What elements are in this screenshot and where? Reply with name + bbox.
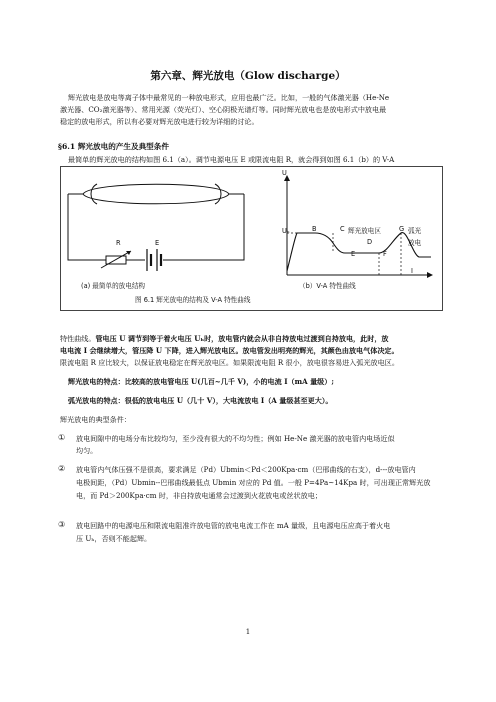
item-1-line-1: 放电间隙中的电场分布比较均匀，至少没有很大的不均匀性；例如 He-Ne 激光器的放电管内电场近似 [76, 434, 395, 443]
item-2-line-3: 电，而 Pd＞200Kpa·cm 时，非自持放电通常会过渡到火花放电或丝状放电； [76, 491, 322, 500]
axis-u-label: U [282, 169, 287, 177]
item-3-line-2: 压 Uₕ，否则不能起辉。 [76, 534, 152, 543]
label-r: R [116, 239, 121, 247]
para2-line-1 [60, 333, 389, 345]
label-glow-region: 辉光放电区 [348, 227, 381, 235]
label-arc-1: 弧光 [408, 227, 422, 235]
feature-glow: 辉光放电的特点：比较高的放电管电压 U(几百~几千 V)，小的电流 I（mA 量级）; [68, 377, 334, 386]
intro-line-1: 辉光放电是放电等离子体中最常见的一种放电形式，应用也最广泛。比如，一般的气体激光器（He-Ne [68, 93, 390, 102]
feature-arc: 弧光放电的特点：很低的放电电压 U（几十 V），大电流放电 I（A 量级甚至更大）。 [68, 396, 333, 405]
tube-envelope [83, 184, 229, 204]
caption-b: （b）V-A 特性曲线 [299, 282, 356, 290]
battery-symbol [147, 249, 161, 271]
label-uh: Uₕ [282, 227, 290, 235]
para2-line-1-bold: 管电压 U 调节到等于着火电压 Uₕ时，放电管内就会从非自持放电过渡到自持放电，此时，放 [95, 334, 389, 343]
item-1-number: ① [58, 433, 66, 442]
intro-line-3: 稳定的放电形式，所以有必要对辉光放电进行较为详细的讨论。 [60, 117, 259, 126]
electrode-left [91, 184, 97, 204]
electrode-right [215, 184, 221, 204]
variable-resistor [101, 251, 131, 268]
label-c: C [340, 225, 345, 233]
figure-6-1 [60, 166, 443, 311]
figure-caption: 图 6.1 辉光放电的结构及 V-A 特性曲线 [135, 296, 251, 304]
label-d: D [367, 238, 373, 246]
axis-i-label: I [411, 267, 413, 275]
section-paragraph: 最简单的辉光放电的结构如图 6.1（a）。调节电源电压 E 或限流电阻 R，就会得到如图 6.1（b）的 V-A [68, 155, 395, 164]
discharge-tube [68, 184, 244, 204]
item-1-line-2: 均匀。 [76, 446, 98, 455]
label-f: F [383, 250, 387, 258]
para2-line-2-bold: 电电流 I 会继续增大，管压降 U 下降，进入辉光放电区。放电管发出明亮的辉光，其颜色由放电气体决定。 [60, 346, 399, 355]
label-e-point: E [351, 250, 356, 258]
para2-line-2 [60, 345, 399, 357]
label-arc-2: 放电 [408, 239, 422, 247]
label-g: G [399, 225, 405, 233]
item-3-line-1: 放电回路中的电源电压和限流电阻准许放电管的放电电流工作在 mA 量级，且电源电压应高于着火电 [76, 521, 391, 530]
item-2-number: ② [58, 464, 66, 473]
page-number: 1 [245, 628, 251, 636]
wire-left [68, 194, 145, 260]
label-b: B [312, 225, 317, 233]
para2-line-1-plain: 特性曲线。 [60, 334, 96, 343]
item-2-line-2: 电极间距，（Pd）Ubmin--巴邢曲线最低点 Ubmin 对应的 Pd 值。一般 P=4Pa~14Kpa 时，可出现正常辉光放 [76, 478, 431, 487]
para2-line-3: 限流电阻 R 应比较大，以保证放电稳定在辉光放电区。如果限流电阻 R 很小，放电很容易进入弧光放电区。 [60, 358, 399, 367]
item-2-line-1: 放电管内气体压强不是很高，要求满足（Pd）Ubmin＜Pd＜200Kpa·cm（巴邢曲线的右支），d---放电管内 [76, 465, 416, 474]
intro-line-2: 激光器、CO₂激光器等）、常用光源（荧光灯）、空心阴极光谱灯等。同时辉光放电也是放电形式中放电最 [60, 105, 387, 114]
chapter-title: 第六章、辉光放电（Glow discharge） [150, 70, 346, 82]
caption-a: (a) 最简单的放电结构 [81, 282, 146, 290]
section-heading: §6.1 辉光放电的产生及典型条件 [58, 142, 169, 151]
label-e: E [155, 239, 160, 247]
item-3-number: ③ [58, 520, 66, 529]
typical-conditions-heading: 辉光放电的典型条件： [60, 415, 131, 424]
